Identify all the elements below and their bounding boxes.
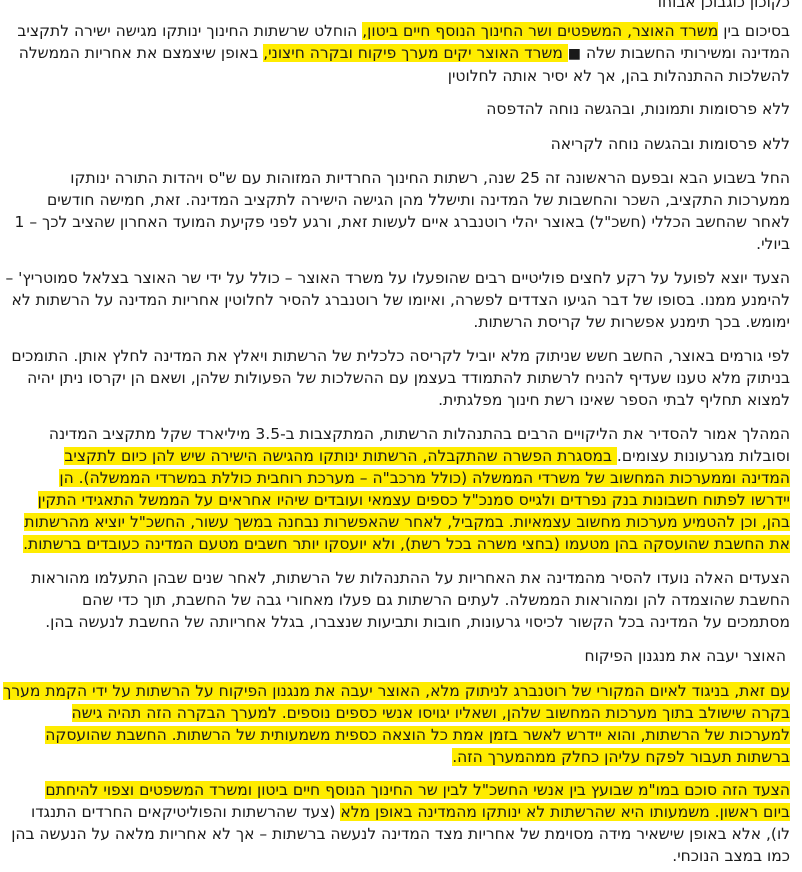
paragraph-compromise: [14, 423, 790, 555]
cut-off-top-line: כקוכון כוגבוכן אבוחו: [657, 0, 790, 11]
text-line: מסתמכים על המדינה בכל הקשור לכיסוי גרעונות, חובות ותביעות שנצברו, בגלל אחריותה של החשבת לנעשה בהן.: [45, 613, 790, 631]
text-span: וסובלות מגרעונות עצומים.: [616, 447, 790, 465]
highlighted-text: עם זאת, בניגוד לאיום המקורי של רוטנברג לניתוק מלא, האוצר יעבה את מנגנון הפיקוח על הרשתות על ידי הקמת מערך: [3, 682, 790, 700]
highlighted-text: המדינה וממערכות המחשוב של משרדי הממשלה (כולל מרכב"ה – מערכת רוחבית כוללת במשרדי הממשלה). הן: [59, 469, 790, 487]
text-line: המהלך אמור להסדיר את הליקויים הרבים בהתנהלות הרשתות, המתקצבות ב-3.5 מיליארד שקל מתקציב המדינה: [48, 425, 790, 443]
paragraph-summary: [14, 20, 790, 87]
highlighted-text: ברשתות תעבור לפקח עליהן כחלק ממהמערך הזה.: [452, 748, 790, 766]
highlighted-text: במסגרת הפשרה שהתקבלה, הרשתות ינותקו מהגישה הישירה שיש להן כיום לתקציב: [64, 447, 617, 465]
highlighted-text: משרד האוצר, המשפטים ושר החינוך הנוסף חיים ביטון,: [362, 22, 719, 40]
paragraph-pressure: [5, 267, 790, 333]
highlighted-text: למערכות של הרשתות, והוא יידרש לאשר בזמן אמת כל הוצאה כספית משמעותית של הרשתות. החשבת שהועסקה: [45, 726, 790, 744]
highlighted-text: בקרה שישולב בתוך מערכות המחשוב שלהן, ושאליו יגויסו אנשי כספים נוספים. למערך הבקרה הזה תהיה גישה: [71, 704, 790, 722]
text-line: לאחר שהחשב הכללי (חשכ"ל) באוצר יהלי רוטנברג איים לעשות זאת, ורגע לפני פקיעת המועד האחרון שהציב לכך – 1: [14, 213, 790, 231]
text-span: הוחלט שרשתות החינוך ינותקו מגישה ישירה לתקציב: [17, 22, 363, 40]
text-line: ביולי.: [756, 235, 790, 253]
text-line: בניתוק מלא טענו שעדיף להניח לרשתות להתמודד בעצמן עם ההשלכות של הפעולות שלהן, ושאם הן יקרסו ניתן יהיה: [27, 369, 790, 387]
highlighted-text: ביום ראשון. משמעותו היא שהרשתות לא ינותקו מהמדינה באופן מלא: [340, 803, 790, 821]
text-line: להשלכות ההתנהלות בהן, אך לא יסיר אותה לחלוטין: [447, 67, 790, 85]
text-line: לו), אלא באופן שישאיר מידה מסוימת של אחריות מצד המדינה לנעשה ברשתות – אך לא אחריות מלאה על הנעשה בהן: [11, 825, 790, 843]
text-line: למצוא תחליף לבתי הספר שאינו רשת חינוך מפלגתית.: [438, 391, 790, 409]
paragraph-agreement: [11, 779, 790, 867]
text-line: הצעדים האלה נועדו להסיר מהמדינה את האחריות על ההתנהלות של הרשתות, לאחר שנים שבהן התעלמו מהוראות: [31, 569, 790, 587]
text-line: הצעד יוצא לפועל על רקע לחצים פוליטיים רבים שהופעלו על משרד האוצר – כולל על ידי שר האוצר בצלאל סמוטריץ' –: [5, 269, 790, 287]
text-line: ממערכות התקציב, השכר והחשבות של המדינה ותישלל מהן הגישה הישירה לתקציב המדינה. זאת, חמישה חודשים: [47, 191, 790, 209]
section-subheading: האוצר יעבה את מנגנון הפיקוח: [584, 647, 786, 665]
highlighted-text: בהן, וכן להטמיע מערכות מחשוב עצמאיות. במקביל, לאחר שהאפשרות נבחנה במשך עשור, החשכ"ל יוציא מהרשתות: [24, 513, 790, 531]
bullet-square-icon: ■: [567, 46, 582, 62]
text-span: בסיכום בין: [718, 22, 790, 40]
highlighted-text: משרד האוצר יקים מערך פיקוח ובקרה חיצוני,: [263, 44, 568, 62]
print-version-link[interactable]: ללא פרסומות ותמונות, ובהגשה נוחה להדפסה: [486, 100, 790, 118]
text-line: החשבת שהוצמדה להן ומהוראות הממשלה. לעתים הרשתות גם פעלו מאחורי גבה של החשבת, תוך כדי שהם: [81, 591, 790, 609]
paragraph-oversight: [3, 680, 790, 768]
highlighted-text: את החשבת שהועסקה בהן מטעמו (בחצי משרה בכל רשת), ולא יועסקו יותר חשבים מטעם המדינה כעובדים ברשתות.: [23, 535, 790, 553]
text-line: להימנע ממנו. בסופו של דבר הגיעו הצדדים לפשרה, ואיומו של רוטנברג להסיר לחלוטין אחריות המדינה על הרשתות לא: [11, 291, 790, 309]
text-span: המדינה ומשירותי החשבות שלה: [581, 44, 790, 62]
text-line: ימומש. בכך תימנע אפשרות של קריסת הרשתות.: [473, 313, 790, 331]
text-line: כמו במצב הנוכחי.: [672, 847, 790, 865]
highlighted-text: יידרשו לפתוח חשבונות בנק נפרדים ולגייס סמנכ"ל כספים עצמאי ועובדים שיהיו אחראים על הממשל התאגידי התקין: [37, 491, 790, 509]
text-span: (צעד שהרשתות והפוליטיקאים החרדים התנגדו: [30, 803, 341, 821]
paragraph-sources: [11, 345, 790, 411]
text-line: החל בשבוע הבא ובפעם הראשונה זה 25 שנה, רשתות החינוך החרדיות המזוהות עם ש"ס ויהדות התורה ינותקו: [70, 169, 790, 187]
text-span: באופן שיצמצם את אחריות הממשלה: [18, 44, 264, 62]
paragraph-purpose: [14, 567, 790, 633]
reading-version-link[interactable]: ללא פרסומות ובהגשה נוחה לקריאה: [550, 135, 790, 153]
text-line: לפי גורמים באוצר, החשב חשש שניתוק מלא יוביל לקריסה כלכלית של הרשתות ויאלץ את המדינה לחלץ אותן. התומכים: [11, 347, 790, 365]
highlighted-text: הצעד הזה סוכם במו"מ שבועץ בין אנשי החשכ"ל לבין שר החינוך הנוסף חיים ביטון ומשרד המשפטים וצפוי להיחתם: [45, 781, 790, 799]
paragraph-disconnect: [14, 167, 790, 255]
